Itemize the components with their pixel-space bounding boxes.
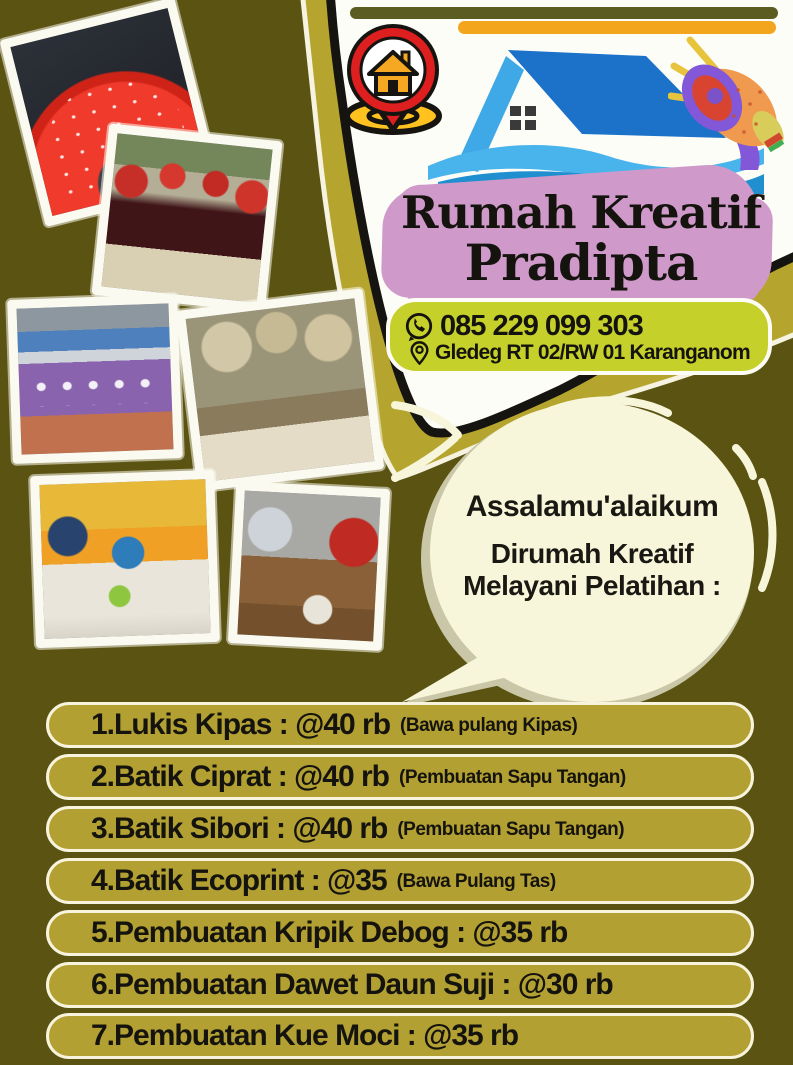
service-text: 7.Pembuatan Kue Moci : @35 rb <box>91 1019 519 1052</box>
top-olive-bar <box>350 7 778 19</box>
address-pin-icon <box>410 341 429 365</box>
service-text: 4.Batik Ecoprint : @35 <box>91 864 387 897</box>
title-line1: Rumah Kreatif <box>400 186 762 239</box>
service-item-kue-moci <box>46 1013 754 1059</box>
service-item-lukis-kipas <box>46 702 754 748</box>
phone-row <box>404 310 758 343</box>
service-item-kripik-debog <box>46 910 754 956</box>
service-note: (Pembuatan Sapu Tangan) <box>399 767 626 788</box>
whatsapp-icon <box>404 312 434 342</box>
service-note: (Pembuatan Sapu Tangan) <box>397 819 625 840</box>
greeting-lines <box>438 538 746 601</box>
photo-students-cooking <box>176 288 385 492</box>
greeting-text <box>438 490 746 601</box>
service-text: 6.Pembuatan Dawet Daun Suji : @30 rb <box>91 968 613 1001</box>
greeting-line3: Melayani Pelatihan : <box>463 569 721 601</box>
service-note: (Bawa Pulang Tas) <box>396 871 556 892</box>
service-item-batik-ecoprint <box>46 858 754 904</box>
photo-kids-ecoprint-group <box>7 294 183 464</box>
page-title <box>386 186 776 292</box>
service-text: 1.Lukis Kipas : @40 rb <box>91 708 391 741</box>
greeting-salutation: Assalamu'alaikum <box>465 490 719 523</box>
service-text: 3.Batik Sibori : @40 rb <box>91 812 388 845</box>
photo-batik-ciprat <box>91 123 282 312</box>
contact-card <box>386 298 772 375</box>
service-text: 2.Batik Ciprat : @40 rb <box>91 760 390 793</box>
photo-table-training <box>228 481 390 651</box>
title-line2: Pradipta <box>464 232 698 292</box>
greeting-line2: Dirumah Kreatif <box>490 538 694 569</box>
megaphone-icon <box>668 32 793 170</box>
photo-kids-dawet-demo <box>30 470 220 648</box>
service-item-dawet-daun-suji <box>46 962 754 1008</box>
service-text: 5.Pembuatan Kripik Debog : @35 rb <box>91 916 568 949</box>
phone-number: 085 229 099 303 <box>440 310 643 342</box>
service-item-batik-ciprat <box>46 754 754 800</box>
service-note: (Bawa pulang Kipas) <box>400 715 578 736</box>
service-item-batik-sibori <box>46 806 754 852</box>
address-row <box>404 341 758 365</box>
address-text: Gledeg RT 02/RW 01 Karanganom <box>435 341 750 364</box>
